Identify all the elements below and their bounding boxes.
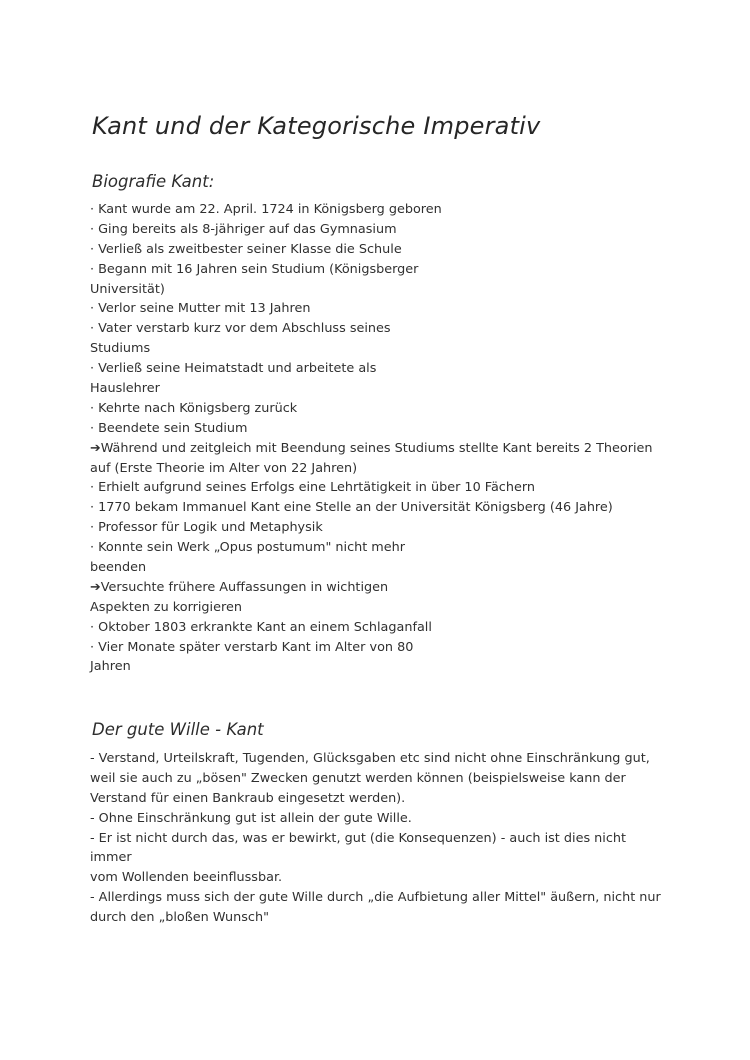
text-line: - Ohne Einschränkung gut ist allein der gute Wille. (90, 810, 412, 826)
text-line: Jahren (90, 659, 131, 675)
text-line: · Oktober 1803 erkrankte Kant an einem Schlaganfall (90, 619, 432, 635)
text-line: · Ging bereits als 8-jähriger auf das Gymnasium (90, 221, 397, 237)
text-line: Aspekten zu korrigieren (90, 599, 242, 615)
text-line: · Verlor seine Mutter mit 13 Jahren (90, 301, 311, 317)
text-line: durch den „bloßen Wunsch" (90, 910, 269, 926)
text-line: · Verließ als zweitbester seiner Klasse die Schule (90, 241, 402, 257)
text-line: · Vater verstarb kurz vor dem Abschluss seines (90, 321, 391, 337)
text-line: · Kant wurde am 22. April. 1724 in Königsberg geboren (90, 202, 442, 217)
text-line: weil sie auch zu „bösen" Zwecken genutzt werden können (beispielsweise kann der (90, 770, 626, 786)
text-line: · Erhielt aufgrund seines Erfolgs eine Lehrtätigkeit in über 10 Fächern (90, 480, 535, 496)
text-line: · Professor für Logik und Metaphysik (90, 520, 323, 536)
text-line: ➔Während und zeitgleich mit Beendung seines Studiums stellte Kant bereits 2 Theorien (90, 440, 653, 456)
text-line: · Vier Monate später verstarb Kant im Alter von 80 (90, 639, 414, 655)
text-line: - Verstand, Urteilskraft, Tugenden, Glücksgaben etc sind nicht ohne Einschränkung gut, (90, 751, 650, 766)
text-line: · Konnte sein Werk „Opus postumum" nicht mehr (90, 540, 406, 556)
text-line: · Kehrte nach Königsberg zurück (90, 400, 298, 416)
page-title: Kant und der Kategorische Imperativ (92, 112, 541, 140)
text-line: Universität) (90, 281, 165, 297)
section-heading-good-will: Der gute Wille - Kant (92, 720, 264, 739)
text-line: - Allerdings muss sich der gute Wille durch „die Aufbietung aller Mittel" äußern, nicht nur (90, 890, 661, 906)
text-line: Hauslehrer (90, 381, 160, 397)
text-line: beenden (90, 560, 147, 576)
text-line: Studiums (90, 341, 151, 357)
text-line: vom Wollenden beeinflussbar. (90, 870, 283, 886)
text-line: immer (90, 850, 132, 866)
text-line: · Beendete sein Studium (90, 420, 248, 436)
text-line: · 1770 bekam Immanuel Kant eine Stelle an der Universität Königsberg (46 Jahre) (90, 500, 613, 516)
good-will-list (90, 749, 670, 928)
text-line: - Er ist nicht durch das, was er bewirkt, gut (die Konsequenzen) - auch ist dies nicht (90, 830, 627, 846)
section-heading-biography: Biografie Kant: (92, 172, 215, 191)
text-line: Verstand für einen Bankraub eingesetzt werden). (90, 790, 406, 806)
text-line: ➔Versuchte frühere Auffassungen in wichtigen (90, 579, 389, 595)
text-line: · Begann mit 16 Jahren sein Studium (Königsberger (90, 261, 419, 277)
text-line: auf (Erste Theorie im Alter von 22 Jahren) (90, 460, 358, 476)
text-line: · Verließ seine Heimatstadt und arbeitete als (90, 361, 377, 377)
biography-list (90, 200, 670, 677)
